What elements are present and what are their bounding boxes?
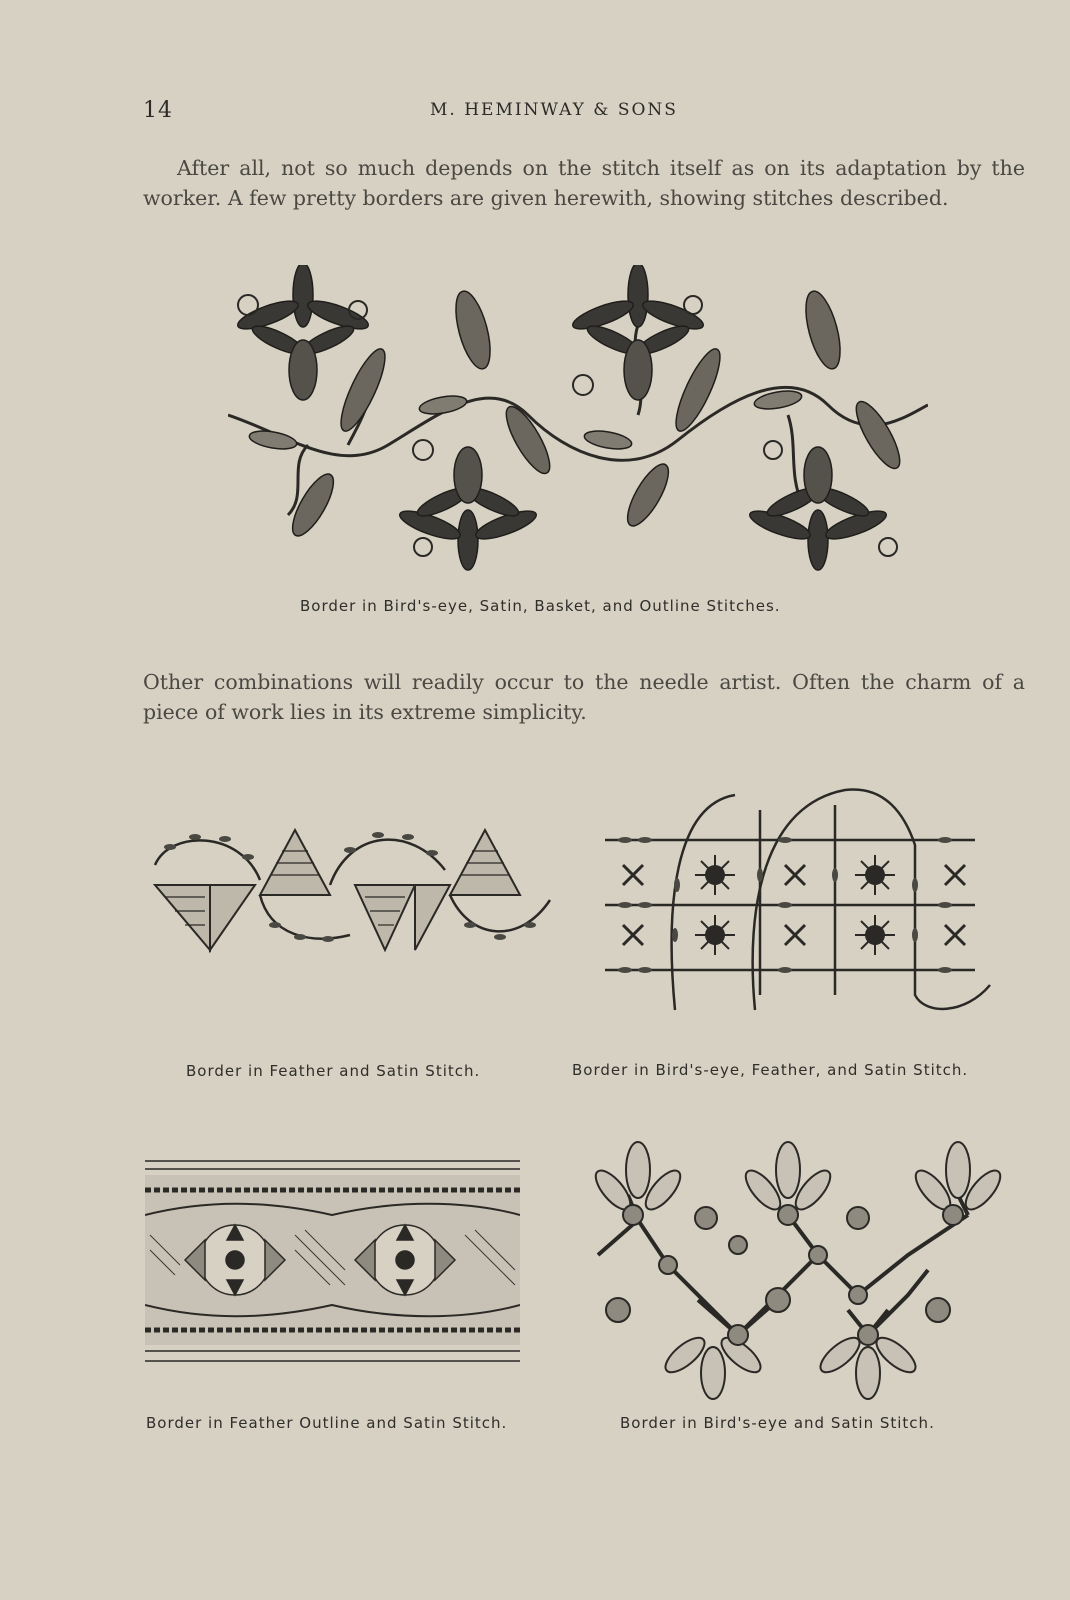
page-number: 14 [143,98,173,123]
figure-5-caption: Border in Bird's-eye and Satin Stitch. [620,1414,935,1432]
running-head: M. HEMINWAY & SONS [430,100,678,120]
combinations-line-2: piece of work lies in its extreme simplicity. [143,700,587,724]
figure-3-caption: Border in Bird's-eye, Feather, and Satin Stitch. [572,1061,969,1079]
floral-vine-border-illustration [228,265,928,580]
birdseye-satin-border-illustration [588,1140,1008,1400]
feather-satin-border-illustration [150,825,560,975]
figure-1-caption: Border in Bird's-eye, Satin, Basket, and Outline Stitches. [300,597,781,615]
intro-line-2: worker. A few pretty borders are given herewith, showing stitches described. [143,186,949,210]
intro-line-1: After all, not so much depends on the stitch itself as on its adaptation by the [177,156,1025,180]
figure-2-caption: Border in Feather and Satin Stitch. [186,1062,481,1080]
figure-4-caption: Border in Feather Outline and Satin Stitch. [146,1414,508,1432]
combinations-paragraph [143,667,1025,727]
combinations-line-1: Other combinations will readily occur to the needle artist. Often the charm of a [143,670,1025,694]
intro-paragraph [143,153,1025,213]
feather-outline-satin-border-illustration [145,1155,520,1370]
birdseye-feather-satin-border-illustration [605,785,1015,1025]
